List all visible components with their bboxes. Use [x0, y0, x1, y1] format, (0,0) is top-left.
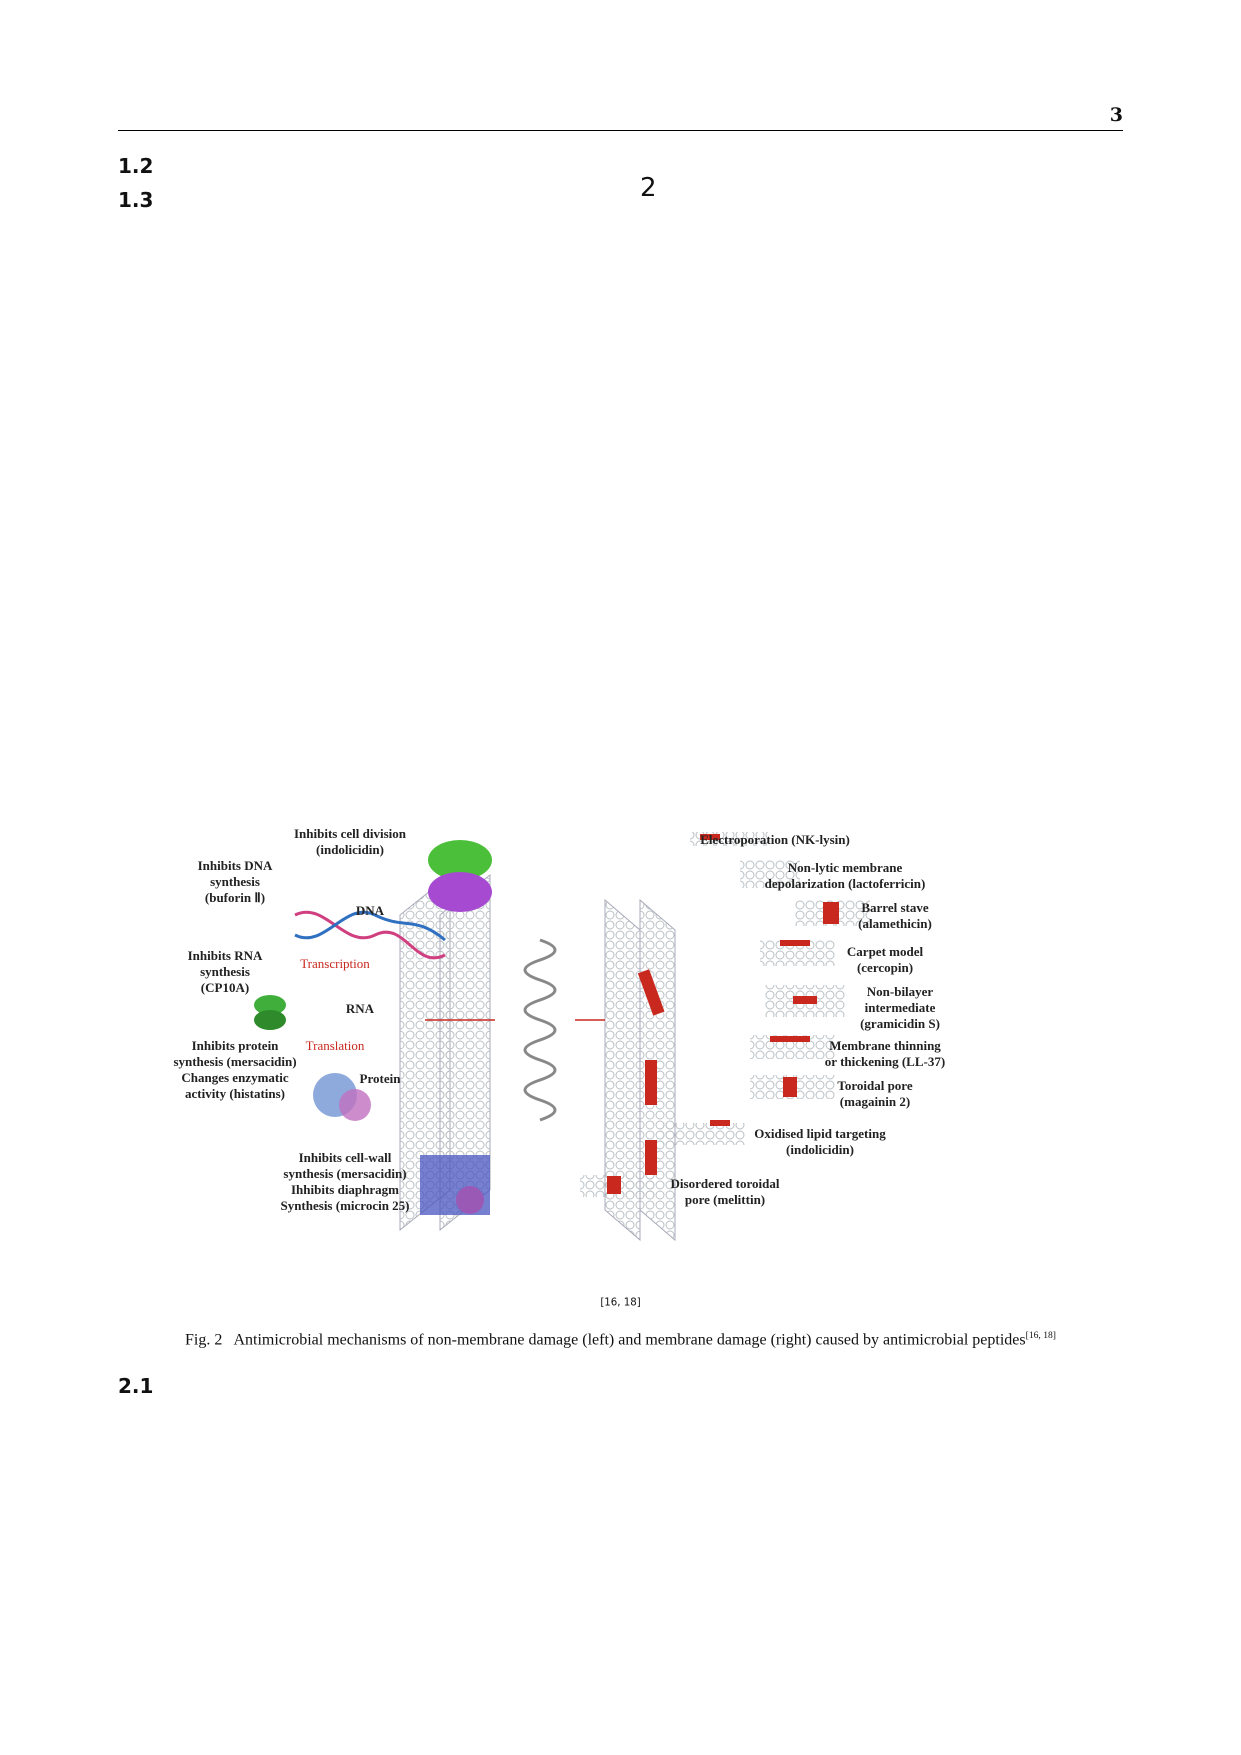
- figure-caption-english: [118, 1330, 1123, 1349]
- label-non-bilayer-line: Non-bilayer: [866, 984, 934, 999]
- oxidised-icon: [660, 1123, 745, 1145]
- label-toroidal-line: (magainin 2): [839, 1094, 911, 1109]
- figure-antimicrobial-mechanisms: [173, 820, 1060, 1285]
- label-rna-synthesis-line: (CP10A): [200, 980, 250, 995]
- label-protein-synthesis-line: Inhibits protein: [191, 1038, 279, 1053]
- label-rna: [346, 1001, 375, 1016]
- caption-refs: [16, 18]: [1025, 1330, 1056, 1341]
- label-protein-synthesis: [173, 1038, 296, 1101]
- protein-structure: [339, 1089, 371, 1121]
- section-heading-2-1: [118, 1370, 598, 1404]
- label-cell-wall-line: Synthesis (microcin 25): [280, 1198, 410, 1213]
- label-disordered-toroidal-line: Disordered toroidal: [670, 1176, 780, 1191]
- label-non-bilayer-line: (gramicidin S): [860, 1016, 940, 1031]
- peptide-mark: [823, 902, 839, 924]
- peptide-mark: [710, 1120, 730, 1126]
- section-heading-1-2: [118, 150, 598, 184]
- caption-text: Antimicrobial mechanisms of non-membrane damage (left) and membrane damage (right) caused by antimicrobial peptides: [233, 1331, 1026, 1349]
- label-cell-division-line: (indolicidin): [316, 842, 384, 857]
- label-transcription-line: Transcription: [300, 956, 370, 971]
- label-non-lytic-line: Non-lytic membrane: [787, 860, 903, 875]
- peptide-mark: [780, 940, 810, 946]
- label-protein: [360, 1071, 402, 1086]
- label-dna-synthesis-line: synthesis: [210, 874, 260, 889]
- section-heading-1-3: [118, 184, 598, 218]
- label-cell-wall-line: synthesis (mersacidin): [283, 1166, 407, 1181]
- label-thinning-line: Membrane thinning: [829, 1038, 941, 1053]
- peptide-mark: [607, 1176, 621, 1194]
- label-non-bilayer-line: intermediate: [864, 1000, 936, 1015]
- section-number: 2.1: [118, 1374, 154, 1398]
- label-barrel-stave: [858, 900, 932, 931]
- label-transcription: [300, 956, 370, 971]
- label-cell-wall: [280, 1150, 409, 1213]
- label-dna-synthesis: [198, 858, 273, 905]
- cell-division-purple: [428, 872, 492, 912]
- label-electroporation: [700, 832, 850, 847]
- label-dna-synthesis-line: (buforin Ⅱ): [204, 890, 266, 905]
- label-toroidal-line: Toroidal pore: [837, 1078, 913, 1093]
- caption-refs: [16, 18]: [600, 1297, 641, 1309]
- left-column-top: [118, 150, 598, 217]
- section-number: 1.3: [118, 187, 154, 212]
- label-thinning-line: or thickening (LL-37): [824, 1054, 946, 1069]
- caption-prefix: Fig. 2: [184, 1331, 223, 1349]
- label-rna-synthesis-line: Inhibits RNA: [187, 948, 263, 963]
- running-header: [118, 96, 1123, 131]
- label-translation-line: Translation: [305, 1038, 365, 1053]
- right-column-top: [640, 150, 1120, 228]
- label-disordered-toroidal: [671, 1176, 780, 1207]
- label-disordered-toroidal-line: pore (melittin): [684, 1192, 766, 1207]
- label-protein-synthesis-line: synthesis (mersacidin): [173, 1054, 297, 1069]
- figure-caption-chinese: [118, 1297, 1123, 1317]
- label-oxidised: [754, 1126, 886, 1157]
- label-carpet-line: Carpet model: [846, 944, 924, 959]
- peptide-in-membrane: [645, 1140, 657, 1175]
- label-dna: [356, 903, 385, 918]
- left-column-bottom: [118, 1370, 598, 1404]
- label-oxidised-line: (indolicidin): [786, 1142, 854, 1157]
- section-heading-2: [640, 172, 1120, 206]
- label-barrel-stave-line: Barrel stave: [861, 900, 929, 915]
- label-cell-wall-line: Ihhibits diaphragm: [290, 1182, 400, 1197]
- right-labels: [671, 832, 946, 1207]
- label-thinning: [825, 1038, 945, 1069]
- label-toroidal: [837, 1078, 912, 1109]
- label-protein-synthesis-line: Changes enzymatic: [181, 1070, 289, 1085]
- label-barrel-stave-line: (alamethicin): [858, 916, 932, 931]
- label-cell-wall-line: Inhibits cell-wall: [298, 1150, 392, 1165]
- peptide-mark: [793, 996, 817, 1004]
- label-rna-line: RNA: [345, 1001, 375, 1016]
- peptide-mark: [783, 1077, 797, 1097]
- label-protein-synthesis-line: activity (histatins): [184, 1086, 286, 1101]
- label-carpet-line: (cercopin): [856, 960, 914, 975]
- label-cell-division-line: Inhibits cell division: [294, 826, 406, 841]
- cell-wall-structure: [456, 1186, 484, 1214]
- section-number: 2: [640, 173, 657, 203]
- label-protein-line: Protein: [359, 1071, 401, 1086]
- label-dna-line: DNA: [355, 903, 385, 918]
- peptide-in-membrane: [645, 1060, 657, 1105]
- rna-synthesis-green: [254, 1010, 286, 1030]
- page-number: 3: [1109, 104, 1123, 126]
- label-electroporation-line: Electroporation (NK-lysin): [700, 832, 850, 847]
- figure-illustration: [173, 820, 1060, 1285]
- label-oxidised-line: Oxidised lipid targeting: [754, 1126, 886, 1141]
- alpha-helix-peptide: [525, 940, 555, 1120]
- label-non-lytic-line: depolarization (lactoferricin): [764, 876, 926, 891]
- label-rna-synthesis-line: synthesis: [200, 964, 250, 979]
- left-labels: [173, 826, 409, 1213]
- peptide-mark: [770, 1036, 810, 1042]
- label-rna-synthesis: [188, 948, 263, 995]
- label-non-bilayer: [860, 984, 940, 1031]
- label-cell-division: [294, 826, 407, 857]
- label-non-lytic: [765, 860, 926, 891]
- label-carpet: [847, 944, 924, 975]
- label-dna-synthesis-line: Inhibits DNA: [197, 858, 273, 873]
- section-number: 1.2: [118, 154, 154, 178]
- label-translation: [306, 1038, 365, 1053]
